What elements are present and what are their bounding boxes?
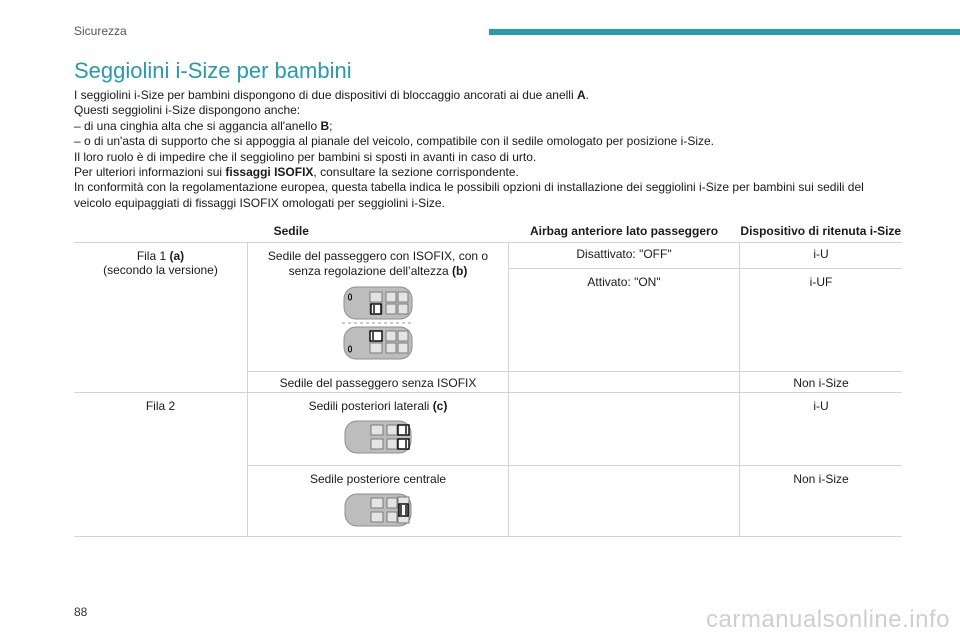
car-rear-lateral-diagram bbox=[252, 419, 504, 455]
intro-text bbox=[74, 88, 904, 211]
header-seat: Sedile bbox=[74, 220, 509, 243]
header-airbag: Airbag anteriore lato passeggero bbox=[509, 220, 740, 243]
watermark: carmanualsonline.info bbox=[706, 606, 950, 633]
airbag-on-cell: Attivato: "ON" bbox=[509, 269, 740, 372]
car-topview-front-passenger-airbag-off-icon bbox=[340, 285, 416, 361]
header-accent-bar bbox=[489, 29, 960, 35]
car-topview-rear-lateral-seats-icon bbox=[343, 419, 413, 455]
airbag-empty-cell bbox=[509, 372, 740, 393]
seat-rear-lateral: Sedili posteriori laterali (c) bbox=[248, 393, 509, 466]
section-label: Sicurezza bbox=[74, 24, 127, 38]
seat-front-passenger-isofix: Sedile del passeggero con ISOFIX, con o senza regolazione dell’altezza (b) bbox=[248, 243, 509, 372]
intro-line: Il loro ruolo è di impedire che il seggiolino per bambini si sposti in avanti in caso di urto. bbox=[74, 149, 537, 164]
row-label-fila1: Fila 1 (a) (secondo la versione) bbox=[74, 243, 248, 393]
intro-line: – di una cinghia alta che si aggancia all'anello B; bbox=[74, 118, 333, 133]
table-row bbox=[74, 393, 902, 466]
header-restraint: Dispositivo di ritenuta i-Size bbox=[740, 220, 903, 243]
car-rear-center-diagram bbox=[252, 492, 504, 528]
row-label-fila2: Fila 2 bbox=[74, 393, 248, 537]
intro-line: – o di un'asta di supporto che si appoggia al pianale del veicolo, compatibile con il sedile omologato per posizione i-Size. bbox=[74, 134, 715, 149]
restraint-rear-lateral-cell: i-U bbox=[740, 393, 903, 466]
intro-line: Questi seggiolini i-Size dispongono anche: bbox=[74, 103, 301, 118]
table-row bbox=[74, 243, 902, 269]
car-topview-rear-center-seat-icon bbox=[343, 492, 413, 528]
restraint-rear-center-cell: Non i-Size bbox=[740, 466, 903, 537]
intro-line: In conformità con la regolamentazione europea, questa tabella indica le possibili opzioni di installazione dei seggiolini i-Size per bambini sui sedili del veicolo equipaggiati di fissaggi ISOFIX omologati per seggiolini i-Size. bbox=[74, 180, 864, 210]
car-front-diagram bbox=[252, 285, 504, 361]
page-title: Seggiolini i-Size per bambini bbox=[74, 58, 352, 83]
seat-rear-center: Sedile posteriore centrale bbox=[248, 466, 509, 537]
restraint-non-isize-cell: Non i-Size bbox=[740, 372, 903, 393]
intro-line: I seggiolini i-Size per bambini dispongono di due dispositivi di bloccaggio ancorati ai due anelli A. bbox=[74, 88, 589, 102]
restraint-off-cell: i-U bbox=[740, 243, 903, 269]
restraint-on-cell: i-UF bbox=[740, 269, 903, 372]
intro-line: Per ulteriori informazioni sui fissaggi ISOFIX, consultare la sezione corrispondente. bbox=[74, 165, 519, 180]
isofix-table bbox=[74, 220, 902, 537]
table-header-row bbox=[74, 220, 902, 243]
seat-front-passenger-no-isofix: Sedile del passeggero senza ISOFIX bbox=[248, 372, 509, 393]
page-number: 88 bbox=[74, 605, 88, 619]
airbag-empty-cell bbox=[509, 466, 740, 537]
airbag-empty-cell bbox=[509, 393, 740, 466]
airbag-off-cell: Disattivato: "OFF" bbox=[509, 243, 740, 269]
